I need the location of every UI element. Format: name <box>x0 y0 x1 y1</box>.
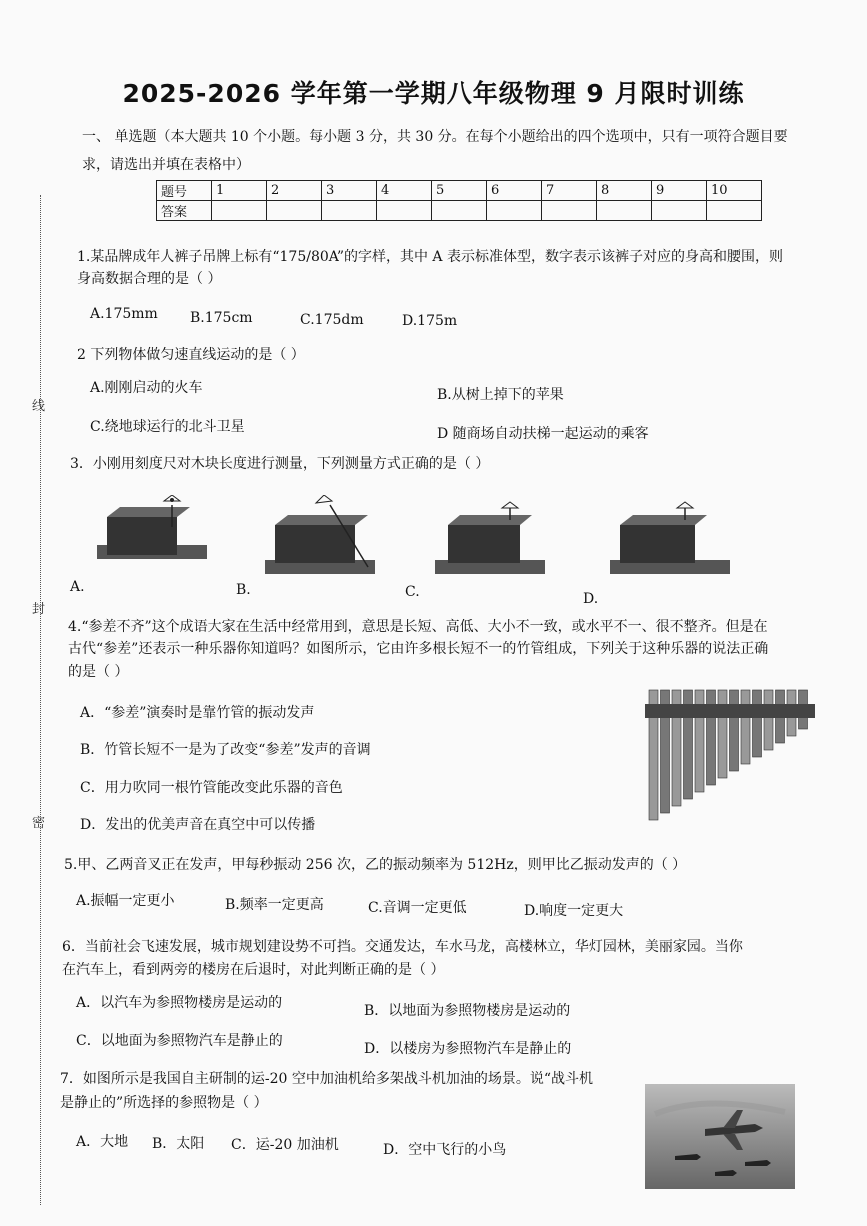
table-number-10: 10 <box>707 181 762 201</box>
q7-option-b: B．太阳 <box>152 1136 205 1152</box>
table-label-number: 题号 <box>157 181 212 201</box>
table-number-8: 8 <box>597 181 652 201</box>
q6-option-b: B．以地面为参照物楼房是运动的 <box>364 1003 571 1019</box>
table-number-2: 2 <box>267 181 322 201</box>
q3-figure-d <box>605 500 735 585</box>
table-number-1: 1 <box>212 181 267 201</box>
panpipe-tube <box>718 690 727 778</box>
binding-mark-mi: 密 <box>32 816 46 831</box>
exam-title: 2025-2026 学年第一学期八年级物理 9 月限时训练 <box>122 79 745 108</box>
answer-cell-8[interactable] <box>597 201 652 221</box>
section-heading-line2: 求，请选出并填在表格中） <box>82 157 250 173</box>
q6-stem-line1: 6．当前社会飞速发展，城市规划建设势不可挡。交通发达，车水马龙，高楼林立，华灯园林，美丽家园。当你 <box>62 939 743 955</box>
q6-stem-line2: 在汽车上，看到两旁的楼房在后退时，对此判断正确的是（ ） <box>62 962 445 978</box>
q2-option-a: A.刚刚启动的火车 <box>90 380 203 396</box>
answer-table-answer-row <box>157 201 762 221</box>
answer-cell-2[interactable] <box>267 201 322 221</box>
q7-aircraft-photo <box>645 1084 795 1189</box>
q3-figure-b <box>260 495 390 585</box>
q2-option-b: B.从树上掉下的苹果 <box>437 387 564 403</box>
q3-option-d: D. <box>583 591 599 607</box>
panpipe-tube <box>741 690 750 764</box>
q4-option-b: B．竹管长短不一是为了改变“参差”发声的音调 <box>80 742 371 758</box>
answer-cell-10[interactable] <box>707 201 762 221</box>
answer-table-number-row <box>157 181 762 201</box>
panpipe-tube <box>730 690 739 771</box>
answer-cell-6[interactable] <box>487 201 542 221</box>
q1-option-a: A.175mm <box>90 306 158 322</box>
q3-option-c: C. <box>405 584 420 600</box>
q3-option-a: A. <box>70 579 85 595</box>
q1-option-c: C.175dm <box>300 312 364 328</box>
answer-cell-5[interactable] <box>432 201 487 221</box>
table-number-5: 5 <box>432 181 487 201</box>
table-number-7: 7 <box>542 181 597 201</box>
q5-option-b: B.频率一定更高 <box>225 897 324 913</box>
answer-cell-7[interactable] <box>542 201 597 221</box>
q4-option-c: C．用力吹同一根竹管能改变此乐器的音色 <box>80 780 343 796</box>
table-number-4: 4 <box>377 181 432 201</box>
q7-option-a: A．大地 <box>76 1134 129 1150</box>
q4-stem-line2: 古代“参差”还表示一种乐器你知道吗？如图所示，它由许多根长短不一的竹管组成，下列关于这种乐器的说法正确 <box>68 641 769 657</box>
table-number-3: 3 <box>322 181 377 201</box>
q5-option-d: D.响度一定更大 <box>524 903 624 919</box>
q3-figure-c <box>430 500 560 585</box>
panpipe-tube <box>764 690 773 750</box>
binding-mark-feng: 封 <box>32 602 46 617</box>
q5-option-a: A.振幅一定更小 <box>76 893 175 909</box>
answer-cell-4[interactable] <box>377 201 432 221</box>
panpipe-tube <box>753 690 762 757</box>
q1-stem-line2: 身高数据合理的是（ ） <box>77 271 222 287</box>
table-label-answer: 答案 <box>157 201 212 221</box>
q2-option-c: C.绕地球运行的北斗卫星 <box>90 419 245 435</box>
q3-stem: 3．小刚用刻度尺对木块长度进行测量，下列测量方式正确的是（ ） <box>70 456 490 472</box>
q4-option-d: D．发出的优美声音在真空中可以传播 <box>80 817 316 833</box>
binding-mark-xian: 线 <box>32 399 46 414</box>
section-heading-line1: 一、 单选题（本大题共 10 个小题。每小题 3 分，共 30 分。在每个小题给出的四个选项中，只有一项符合题目要 <box>82 129 788 145</box>
q4-stem-line1: 4.“参差不齐”这个成语大家在生活中经常用到，意思是长短、高低、大小不一致，或水平不一、很不整齐。但是在 <box>68 619 768 635</box>
q1-option-d: D.175m <box>402 313 458 329</box>
q3-figure-a <box>92 495 242 595</box>
q6-option-c: C．以地面为参照物汽车是静止的 <box>76 1033 283 1049</box>
q6-option-d: D．以楼房为参照物汽车是静止的 <box>364 1041 572 1057</box>
answer-cell-9[interactable] <box>652 201 707 221</box>
q1-stem-line1: 1.某品牌成年人裤子吊牌上标有“175/80A”的字样，其中 A 表示标准体型，数字表示该裤子对应的身高和腰围，则 <box>77 249 783 265</box>
q7-option-c: C．运-20 加油机 <box>231 1137 339 1153</box>
answer-cell-1[interactable] <box>212 201 267 221</box>
q5-option-c: C.音调一定更低 <box>368 900 467 916</box>
q4-stem-line3: 的是（ ） <box>68 664 129 680</box>
q7-stem-line2: 是静止的”所选择的参照物是（ ） <box>60 1095 268 1111</box>
q7-option-d: D．空中飞行的小鸟 <box>383 1142 507 1158</box>
q5-stem: 5.甲、乙两音叉正在发声，甲每秒振动 256 次，乙的振动频率为 512Hz，则甲比乙振动发声的（ ） <box>64 857 687 873</box>
table-number-9: 9 <box>652 181 707 201</box>
q7-stem-line1: 7．如图所示是我国自主研制的运-20 空中加油机给多架战斗机加油的场景。说“战斗机 <box>60 1071 594 1087</box>
q2-option-d: D 随商场自动扶梯一起运动的乘客 <box>437 426 649 442</box>
answer-table <box>156 180 762 221</box>
answer-cell-3[interactable] <box>322 201 377 221</box>
q6-option-a: A．以汽车为参照物楼房是运动的 <box>76 995 283 1011</box>
q1-option-b: B.175cm <box>190 310 253 326</box>
q4-option-a: A．“参差”演奏时是靠竹管的振动发声 <box>80 705 315 721</box>
q2-stem: 2 下列物体做匀速直线运动的是（ ） <box>77 347 305 363</box>
q3-option-b: B. <box>236 582 251 598</box>
q4-panpipe-figure <box>645 682 815 822</box>
table-number-6: 6 <box>487 181 542 201</box>
binding-line <box>40 195 41 1205</box>
